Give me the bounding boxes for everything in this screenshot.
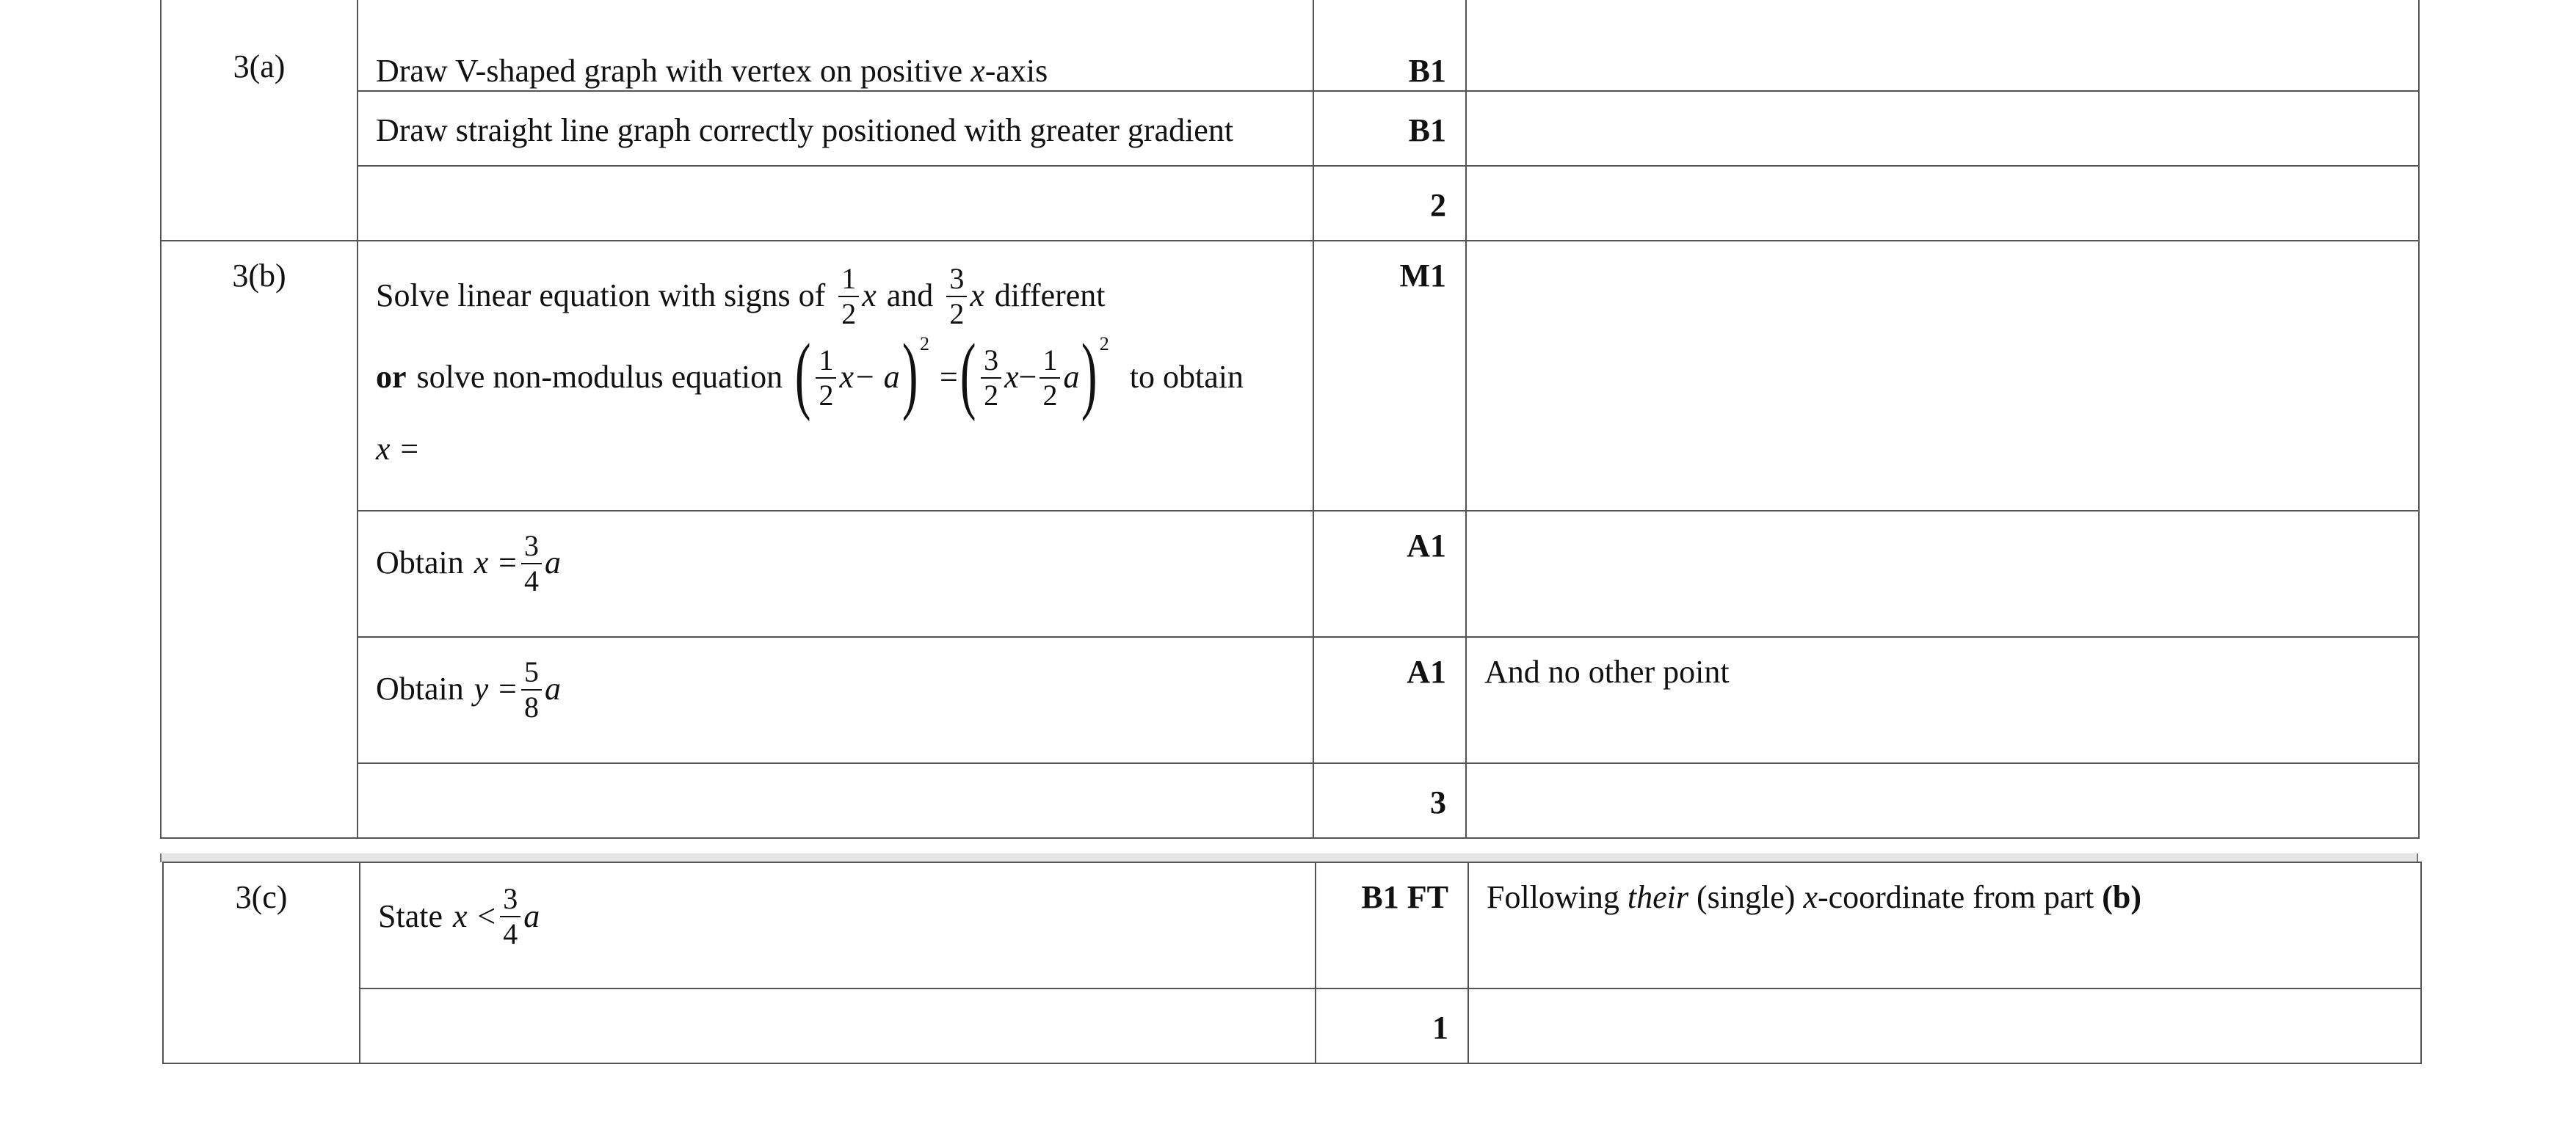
table-row: [161, 91, 2419, 166]
guidance-cell: [1466, 166, 2419, 241]
guidance-text-italic: their: [1627, 879, 1689, 915]
math-expression: x =: [376, 430, 421, 467]
answer-line: [376, 431, 1313, 468]
guidance-cell: [1466, 511, 2419, 637]
fraction: [838, 263, 859, 330]
mark-value: B1 FT: [1361, 879, 1448, 915]
total-mark-cell: [1316, 989, 1468, 1063]
answer-text-start: Draw V-shaped graph with vertex on positive: [376, 53, 971, 89]
math-expression: y =: [474, 671, 518, 707]
fraction: [981, 345, 1001, 411]
table-row: [163, 862, 2421, 989]
mark-value: B1: [1408, 53, 1446, 89]
table-row: [161, 763, 2419, 838]
guidance-text: -coordinate from part: [1817, 879, 2102, 915]
math-operator: =: [939, 359, 958, 396]
mark-cell: [1313, 241, 1466, 511]
math-variable: a: [1063, 359, 1080, 396]
math-variable: x: [839, 359, 854, 396]
answer-text: Solve linear equation with signs of: [376, 277, 826, 314]
fraction-numerator: 5: [521, 657, 542, 691]
left-paren-glyph: (: [794, 325, 811, 422]
answer-cell: [358, 241, 1313, 511]
fraction-denominator: 2: [949, 296, 965, 330]
total-mark: 2: [1430, 186, 1446, 223]
total-mark: 1: [1432, 1010, 1448, 1046]
fraction: [521, 528, 542, 597]
fraction-numerator: 1: [1040, 345, 1060, 379]
fraction-numerator: 1: [838, 263, 859, 297]
fraction-denominator: 8: [524, 690, 539, 724]
question-number: 3(c): [235, 879, 288, 915]
total-mark-cell: [1313, 763, 1466, 838]
table-row: [163, 989, 2421, 1063]
answer-text: Obtain: [376, 671, 464, 707]
fraction: [816, 345, 836, 411]
math-operator: −: [1018, 359, 1037, 396]
guidance-cell: [1466, 91, 2419, 166]
exponent: 2: [1099, 332, 1109, 354]
answer-cell: [358, 166, 1313, 241]
mark-value: A1: [1407, 653, 1446, 690]
guidance-cell: [1466, 241, 2419, 511]
answer-text: and: [886, 277, 934, 314]
table-row: [161, 511, 2419, 637]
math-term: − a: [853, 359, 900, 396]
fraction-denominator: 4: [524, 564, 539, 597]
answer-line: [376, 657, 1313, 723]
question-number-cell: [161, 241, 358, 838]
guidance-text-bold: (b): [2102, 879, 2142, 915]
answer-cell: [358, 0, 1313, 91]
mark-cell: [1313, 91, 1466, 166]
guidance-cell: [1468, 989, 2421, 1063]
fraction-numerator: 1: [816, 345, 836, 379]
math-variable: x: [1004, 359, 1019, 396]
answer-cell: [360, 862, 1316, 989]
guidance-cell: [1466, 0, 2419, 91]
guidance-text: And no other point: [1484, 653, 1730, 690]
guidance-variable: x: [1803, 879, 1818, 915]
fraction-denominator: 2: [1042, 378, 1058, 412]
right-paren-glyph: ): [901, 325, 918, 422]
table-row: [161, 637, 2419, 763]
answer-cell: [358, 637, 1313, 763]
answer-line: [376, 325, 1313, 422]
left-paren-glyph: (: [959, 325, 976, 422]
table-row: [161, 241, 2419, 511]
answer-cell: [358, 91, 1313, 166]
mark-cell: [1316, 862, 1468, 989]
math-variable: a: [545, 545, 561, 581]
mark-cell: [1313, 0, 1466, 91]
mark-scheme-table-top: [160, 0, 2420, 839]
fraction-numerator: 3: [521, 531, 542, 564]
guidance-text: (single): [1688, 879, 1804, 915]
answer-text: Draw straight line graph correctly positioned with greater gradient: [376, 112, 1234, 148]
fraction: [500, 884, 520, 950]
fraction-numerator: 3: [946, 263, 967, 297]
fraction-denominator: 4: [503, 917, 518, 950]
guidance-cell: [1468, 862, 2421, 989]
math-variable: a: [523, 898, 540, 934]
answer-variable: x: [970, 53, 985, 89]
answer-text-bold: or: [376, 359, 407, 396]
total-mark: 3: [1430, 784, 1446, 820]
answer-cell: [358, 763, 1313, 838]
fraction-denominator: 2: [984, 378, 999, 412]
fraction-denominator: 2: [819, 378, 834, 412]
guidance-cell: [1466, 763, 2419, 838]
table-row: [161, 166, 2419, 241]
mark-cell: [1313, 511, 1466, 637]
question-number: 3(a): [233, 48, 286, 84]
answer-line: [378, 884, 1315, 950]
answer-text: State: [378, 898, 443, 934]
answer-text: Obtain: [376, 545, 464, 581]
math-variable: x: [970, 277, 984, 314]
math-expression: x =: [474, 545, 518, 581]
fraction: [946, 263, 967, 330]
fraction-numerator: 3: [500, 884, 520, 917]
mark-value: B1: [1408, 112, 1446, 148]
exponent: 2: [919, 332, 929, 354]
fraction-numerator: 3: [981, 345, 1001, 379]
answer-text: different: [994, 277, 1106, 314]
question-number: 3(b): [232, 257, 286, 294]
mark-value: A1: [1407, 527, 1446, 564]
answer-text: solve non-modulus equation: [416, 359, 783, 396]
fraction: [1040, 345, 1060, 411]
answer-line: [376, 528, 1313, 597]
mark-cell: [1313, 637, 1466, 763]
mark-scheme-table-bottom: [162, 862, 2422, 1064]
question-number-cell: [161, 0, 358, 241]
guidance-cell: [1466, 637, 2419, 763]
answer-cell: [358, 511, 1313, 637]
table-row: [161, 0, 2419, 91]
answer-text: to obtain: [1129, 359, 1244, 396]
fraction: [521, 657, 542, 723]
fraction-denominator: 2: [841, 296, 857, 330]
answer-line: [376, 263, 1313, 330]
total-mark-cell: [1313, 166, 1466, 241]
right-paren-glyph: ): [1081, 325, 1097, 422]
mark-value: M1: [1399, 257, 1446, 294]
answer-cell: [360, 989, 1316, 1063]
math-variable: a: [545, 671, 561, 707]
question-number-cell: [163, 862, 360, 1063]
math-expression: x <: [452, 898, 498, 934]
math-variable: x: [862, 277, 877, 314]
answer-text-end: -axis: [984, 53, 1048, 89]
guidance-text: Following: [1487, 879, 1628, 915]
